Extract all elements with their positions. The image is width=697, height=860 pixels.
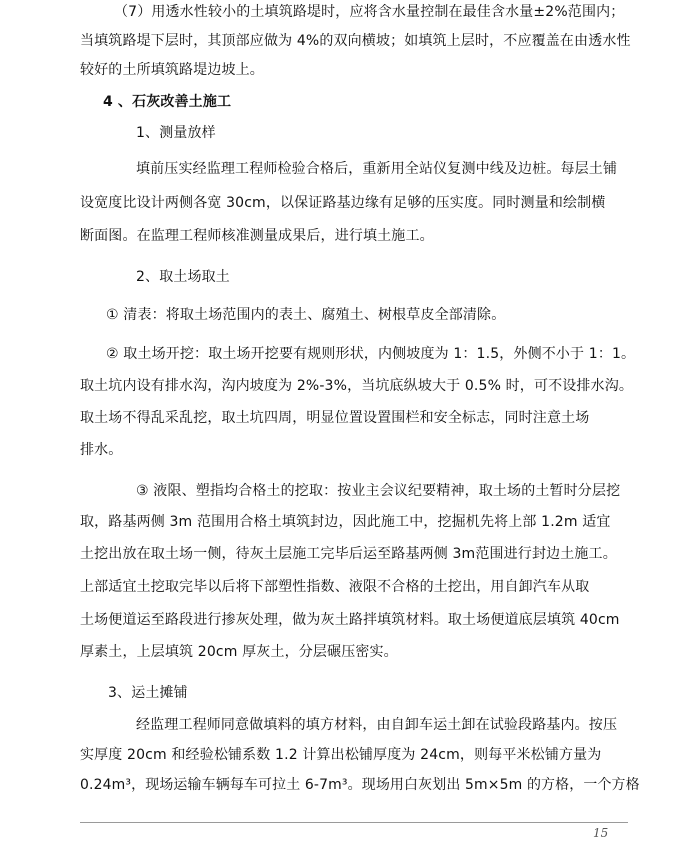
paragraph-line: 厚素土，上层填筑 20cm 厚灰土，分层碾压密实。: [80, 644, 398, 660]
paragraph-line: 较好的土所填筑路堤边坡上。: [80, 62, 264, 78]
subsection-heading: 2、取土场取土: [136, 269, 230, 285]
paragraph-line: （7）用透水性较小的土填筑路堤时，应将含水量控制在最佳含水量±2%范围内；: [114, 4, 625, 20]
paragraph-line: 土挖出放在取土场一侧，待灰土层施工完毕后运至路基两侧 3m范围进行封边土施工。: [80, 546, 617, 562]
paragraph-line: 经监理工程师同意做填料的填方材料，由自卸车运土卸在试验段路基内。按压: [136, 717, 618, 733]
subsection-heading: 1、测量放样: [136, 125, 216, 141]
footer-divider: [80, 822, 628, 823]
page-number: 15: [593, 826, 609, 840]
paragraph-line: 取土坑内设有排水沟，沟内坡度为 2%-3%，当坑底纵坡大于 0.5% 时，可不设排水沟。: [80, 378, 633, 394]
paragraph-line: 当填筑路堤下层时，其顶部应做为 4%的双向横坡；如填筑上层时，不应覆盖在由透水性: [80, 33, 631, 49]
paragraph-line: 土场便道运至路段进行掺灰处理，做为灰土路拌填筑材料。取土场便道底层填筑 40cm: [80, 612, 620, 628]
paragraph-line: 取，路基两侧 3m 范围用合格土填筑封边，因此施工中，挖掘机先将上部 1.2m 适宜: [80, 514, 611, 530]
list-item: ① 清表：将取土场范围内的表土、腐殖土、树根草皮全部清除。: [106, 307, 506, 323]
paragraph-line: 0.24m³，现场运输车辆每车可拉土 6-7m³。现场用白灰划出 5m×5m 的方格，一个方格: [80, 777, 640, 793]
paragraph-line: 取土场不得乱采乱挖，取土坑四周，明显位置设置围栏和安全标志，同时注意土场: [80, 410, 590, 426]
list-item: ③ 液限、塑指均合格土的挖取：按业主会议纪要精神，取土场的土暂时分层挖: [136, 483, 621, 499]
paragraph-line: 设宽度比设计两侧各宽 30cm，以保证路基边缘有足够的压实度。同时测量和绘制横: [80, 195, 606, 211]
section-heading: 4 、石灰改善土施工: [103, 94, 232, 110]
subsection-heading: 3、运土摊铺: [108, 685, 188, 701]
paragraph-line: 实厚度 20cm 和经验松铺系数 1.2 计算出松铺厚度为 24cm，则每平米松铺方量为: [80, 747, 602, 763]
list-item: ② 取土场开挖：取土场开挖要有规则形状，内侧坡度为 1：1.5，外侧不小于 1：1。: [106, 346, 636, 362]
paragraph-line: 排水。: [80, 442, 123, 458]
paragraph-line: 断面图。在监理工程师核准测量成果后，进行填土施工。: [80, 228, 434, 244]
paragraph-line: 上部适宜土挖取完毕以后将下部塑性指数、液限不合格的土挖出，用自卸汽车从取: [80, 579, 590, 595]
paragraph-line: 填前压实经监理工程师检验合格后，重新用全站仪复测中线及边桩。每层土铺: [136, 161, 618, 177]
